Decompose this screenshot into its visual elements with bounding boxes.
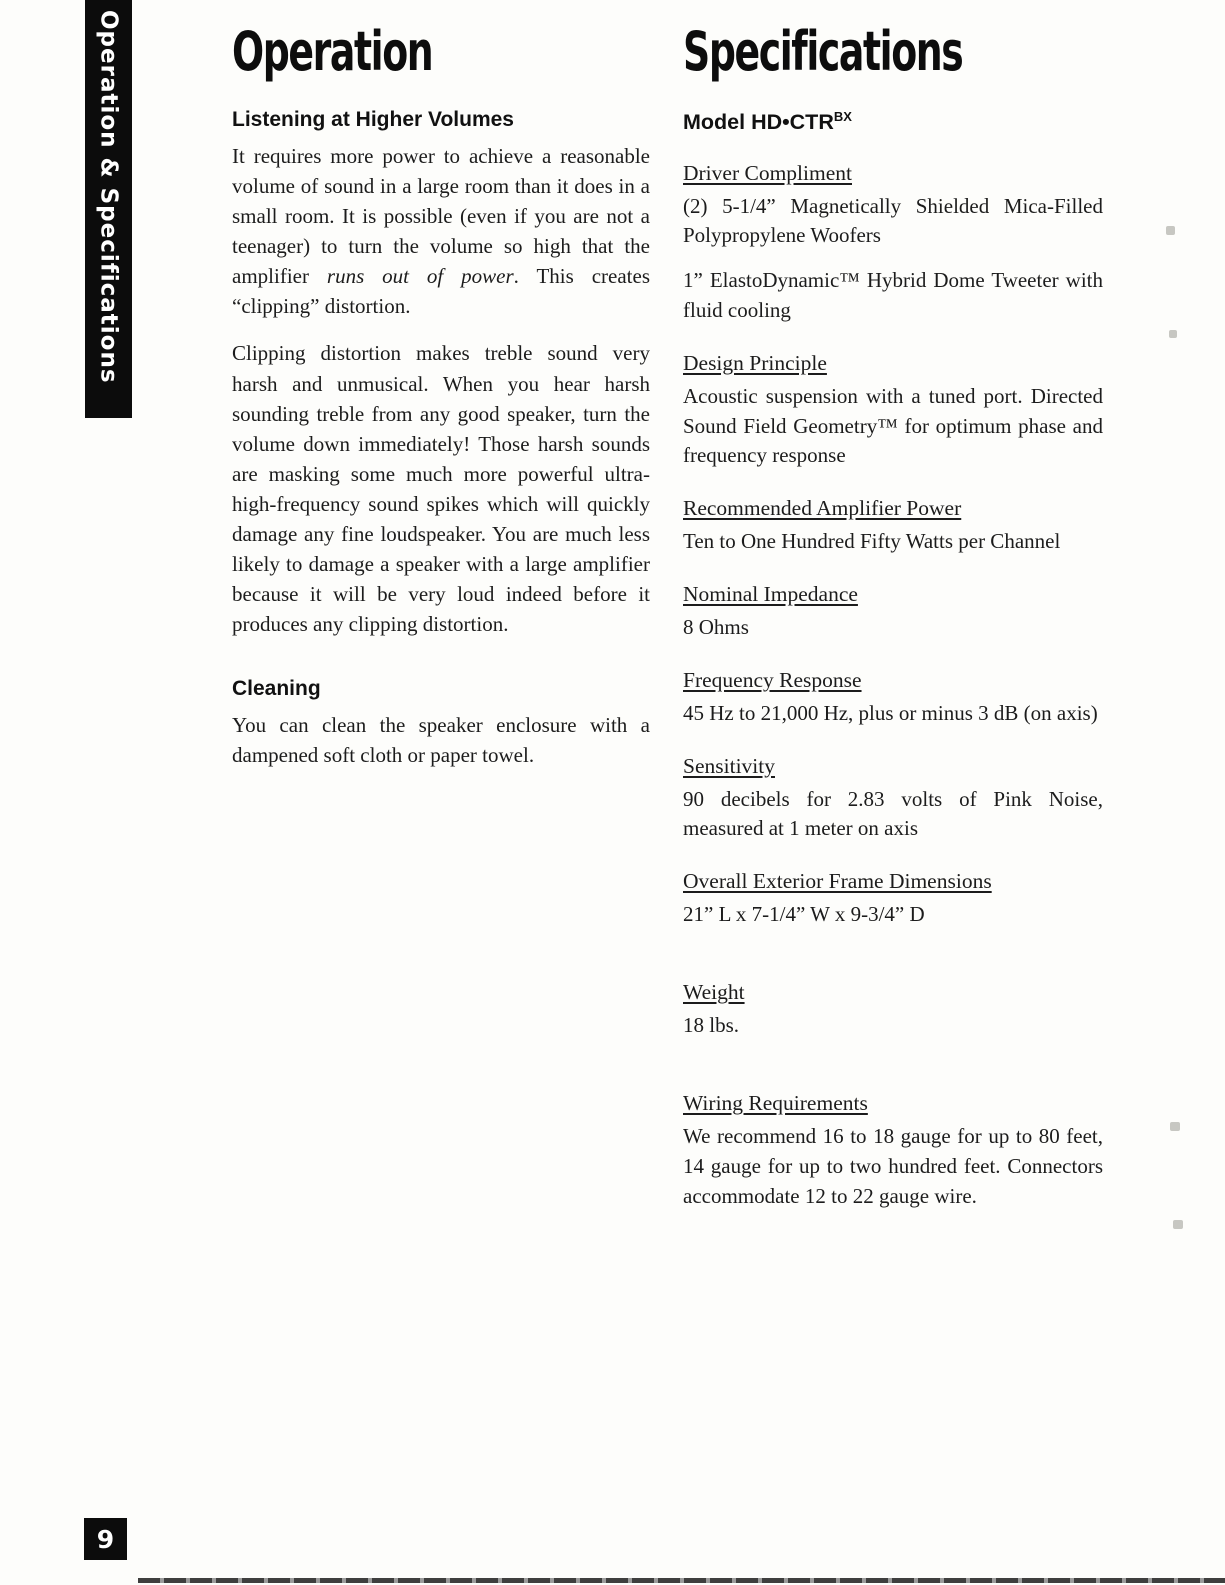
specifications-column <box>683 22 1103 1211</box>
page-number: 9 <box>96 1524 115 1554</box>
spec-heading: Driver Compliment <box>683 160 852 185</box>
scan-artifact <box>1169 330 1177 338</box>
model-label: Model HD•CTR <box>683 110 834 135</box>
sidebar-tab-label: Operation & Specifications <box>95 10 122 384</box>
cleaning-paragraph: You can clean the speaker enclosure with a dampened soft cloth or paper towel. <box>232 712 650 767</box>
scan-edge-line <box>138 1578 1225 1583</box>
scan-artifact <box>1170 1122 1180 1131</box>
specifications-title: Specifications <box>683 20 963 83</box>
spec-item-weight <box>683 980 1103 1041</box>
spec-body: We recommend 16 to 18 gauge for up to 80 feet, 14 gauge for up to two hundred feet. Connectors accommodate 12 to 22 gauge wire. <box>683 1123 1103 1208</box>
operation-title: Operation <box>232 20 433 83</box>
spec-body: 18 lbs. <box>683 1013 740 1038</box>
operation-column <box>232 22 650 787</box>
page-number-box <box>84 1518 127 1560</box>
spec-item-design-principle <box>683 351 1103 471</box>
model-superscript: BX <box>833 109 852 125</box>
spec-body: 1” ElastoDynamic™ Hybrid Dome Tweeter with fluid cooling <box>683 268 1103 322</box>
spec-item-driver-compliment <box>683 161 1103 326</box>
spec-heading: Nominal Impedance <box>683 582 858 607</box>
paragraph-text: . This creates “clipping” distortion. <box>232 264 650 319</box>
spec-body: 45 Hz to 21,000 Hz, plus or minus 3 dB (on axis) <box>683 700 1098 725</box>
spec-body: (2) 5-1/4” Magnetically Shielded Mica-Filled Polypropylene Woofers <box>683 193 1103 248</box>
spec-body: Ten to One Hundred Fifty Watts per Channel <box>683 529 1061 554</box>
paragraph-text: It requires more power to achieve a reasonable volume of sound in a large room than it does in a small room. It is possible (even if you are not a teenager) to turn the volume so high that the amplifier <box>232 144 650 289</box>
spec-item-frequency-response <box>683 668 1103 729</box>
spec-body: 21” L x 7-1/4” W x 9-3/4” D <box>683 902 925 927</box>
cleaning-heading: Cleaning <box>232 676 321 700</box>
spec-body: 8 Ohms <box>683 615 749 640</box>
spec-heading: Weight <box>683 980 745 1005</box>
spec-item-recommended-amplifier-power <box>683 496 1103 557</box>
sidebar-tab <box>85 0 132 418</box>
spec-heading: Overall Exterior Frame Dimensions <box>683 869 992 894</box>
spec-item-nominal-impedance <box>683 582 1103 643</box>
scan-artifact <box>1166 226 1175 235</box>
spec-heading: Wiring Requirements <box>683 1090 868 1115</box>
spec-body: 90 decibels for 2.83 volts of Pink Noise, measured at 1 meter on axis <box>683 786 1103 841</box>
spec-heading: Frequency Response <box>683 667 862 692</box>
model-heading <box>683 109 1103 135</box>
spec-item-overall-exterior-frame-dimensions <box>683 869 1103 930</box>
listening-paragraph-2: Clipping distortion makes treble sound very harsh and unmusical. When you hear harsh sounding treble from any good speaker, turn the volume down immediately! Those harsh sounds are masking some much more powerful ultra-high-frequency sound spikes which will quickly damage any fine loudspeaker. You are much less likely to damage a speaker with a large amplifier because it will be very loud indeed before it produces any clipping distortion. <box>232 341 650 636</box>
spec-body: Acoustic suspension with a tuned port. Directed Sound Field Geometry™ for optimum phase and frequency response <box>683 383 1103 468</box>
italic-phrase: runs out of power <box>326 264 514 289</box>
spec-heading: Design Principle <box>683 350 827 375</box>
spec-item-wiring-requirements <box>683 1091 1103 1211</box>
spec-item-sensitivity <box>683 754 1103 845</box>
spec-heading: Recommended Amplifier Power <box>683 496 962 521</box>
listening-heading: Listening at Higher Volumes <box>232 108 514 132</box>
scan-artifact <box>1173 1220 1183 1229</box>
spec-heading: Sensitivity <box>683 753 775 778</box>
listening-paragraph-1 <box>232 141 650 321</box>
